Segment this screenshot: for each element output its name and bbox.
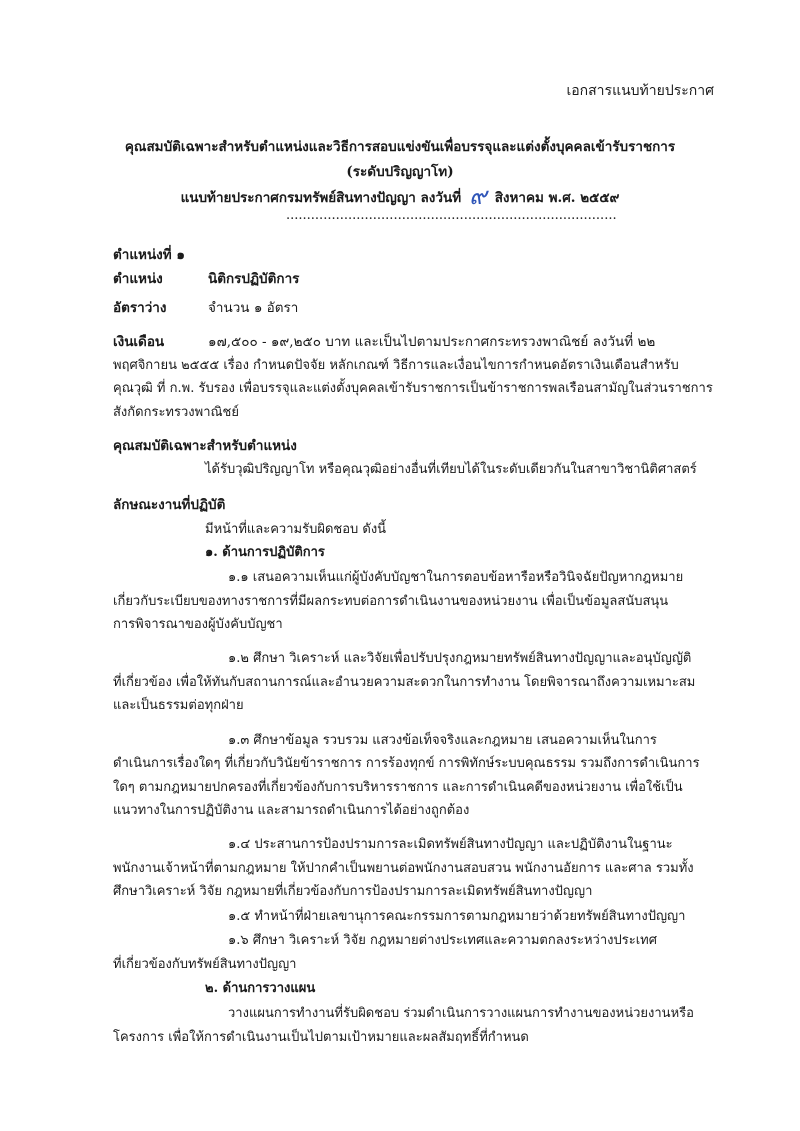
duties-heading: ลักษณะงานที่ปฏิบัติ <box>113 497 226 513</box>
position-title-label: ตำแหน่ง <box>113 271 163 287</box>
salary-line-2: พฤศจิกายน ๒๕๕๕ เรื่อง กำหนดปัจจัย หลักเกณฑ์ วิธีการและเงื่อนไขการกำหนดอัตราเงินเดือนสำหรับ <box>113 358 679 373</box>
document-subtitle: (ระดับปริญญาโท) <box>346 164 454 180</box>
item-1-5-line-1: ๑.๕ ทำหน้าที่ฝ่ายเลขานุการคณะกรรมการตามกฎหมายว่าด้วยทรัพย์สินทางปัญญา <box>228 909 686 924</box>
item-1-3-line-2: ดำเนินการเรื่องใดๆ ที่เกี่ยวกับวินัยข้าราชการ การร้องทุกข์ การพิทักษ์ระบบคุณธรรม รวมถึงการดำเนินการ <box>113 756 700 771</box>
item-1-3-line-3: ใดๆ ตามกฎหมายปกครองที่เกี่ยวข้องกับการบริหารราชการ และการดำเนินคดีของหน่วยงาน เพื่อใช้เป็น <box>113 780 683 795</box>
salary-line-3: คุณวุฒิ ที่ ก.พ. รับรอง เพื่อบรรจุและแต่งตั้งบุคคลเข้ารับราชการเป็นข้าราชการพลเรือนสามัญในส่วนราชการ <box>113 381 713 396</box>
section-2-title: ๒. ด้านการวางแผน <box>205 981 316 996</box>
announcement-date: สิงหาคม พ.ศ. ๒๕๕๙ <box>494 190 620 206</box>
dotted-separator: ................................................................................ <box>286 208 617 223</box>
vacancy-value: จำนวน ๑ อัตรา <box>208 300 299 316</box>
item-1-3-line-1: ๑.๓ ศึกษาข้อมูล รวบรวม แสวงข้อเท็จจริงและกฎหมาย เสนอความเห็นในการ <box>228 733 657 748</box>
item-1-2-line-1: ๑.๒ ศึกษา วิเคราะห์ และวิจัยเพื่อปรับปรุงกฎหมายทรัพย์สินทางปัญญาและอนุบัญญัติ <box>228 651 692 666</box>
item-1-4-line-2: พนักงานเจ้าหน้าที่ตามกฎหมาย ให้ปากคำเป็นพยานต่อพนักงานสอบสวน พนักงานอัยการ และศาล รวมทั้ง <box>113 861 694 876</box>
salary-line-4: สังกัดกระทรวงพาณิชย์ <box>113 405 240 420</box>
qualification-heading: คุณสมบัติเฉพาะสำหรับตำแหน่ง <box>113 438 297 454</box>
item-1-2-line-2: ที่เกี่ยวข้อง เพื่อให้ทันกับสถานการณ์และอำนวยความสะดวกในการทำงาน โดยพิจารณาถึงความเหมาะสม <box>113 675 696 690</box>
item-1-2-line-3: และเป็นธรรมต่อทุกฝ่าย <box>113 698 244 713</box>
item-1-4-line-3: ศึกษาวิเคราะห์ วิจัย กฎหมายที่เกี่ยวข้องกับการป้องปรามการละเมิดทรัพย์สินทางปัญญา <box>113 884 593 899</box>
item-1-4-line-1: ๑.๔ ประสานการป้องปรามการละเมิดทรัพย์สินทางปัญญา และปฏิบัติงานในฐานะ <box>228 837 673 852</box>
item-2-line-1: วางแผนการทำงานที่รับผิดชอบ ร่วมดำเนินการวางแผนการทำงานของหน่วยงานหรือ <box>228 1006 694 1021</box>
document-title: คุณสมบัติเฉพาะสำหรับตำแหน่งและวิธีการสอบแข่งขันเพื่อบรรจุและแต่งตั้งบุคคลเข้ารับราชการ <box>124 139 676 155</box>
item-1-1-line-2: เกี่ยวกับระเบียบของทางราชการที่มีผลกระทบต่อการดำเนินงานของหน่วยงาน เพื่อเป็นข้อมูลสนับสนุน <box>113 594 669 609</box>
item-1-6-line-1: ๑.๖ ศึกษา วิเคราะห์ วิจัย กฎหมายต่างประเทศและความตกลงระหว่างประเทศ <box>228 933 657 948</box>
position-title-value: นิติกรปฏิบัติการ <box>208 271 300 287</box>
position-number: ตำแหน่งที่ ๑ <box>113 247 185 263</box>
announcement-reference-text: แนบท้ายประกาศกรมทรัพย์สินทางปัญญา ลงวันที่ <box>180 190 462 206</box>
vacancy-label: อัตราว่าง <box>113 300 167 316</box>
handwritten-day: ๙ <box>469 182 487 210</box>
announcement-reference <box>0 182 800 210</box>
item-1-3-line-4: แนวทางในการปฏิบัติงาน และสามารถดำเนินการได้อย่างถูกต้อง <box>113 803 470 818</box>
salary-line-1: ๑๗,๕๐๐ - ๑๙,๒๕๐ บาท และเป็นไปตามประกาศกระทรวงพาณิชย์ ลงวันที่ ๒๒ <box>208 334 656 350</box>
duties-intro: มีหน้าที่และความรับผิดชอบ ดังนี้ <box>205 522 387 537</box>
item-1-1-line-3: การพิจารณาของผู้บังคับบัญชา <box>113 617 283 632</box>
item-1-6-line-2: ที่เกี่ยวข้องกับทรัพย์สินทางปัญญา <box>113 957 297 972</box>
annex-label: เอกสารแนบท้ายประกาศ <box>566 83 714 99</box>
section-1-title: ๑. ด้านการปฏิบัติการ <box>205 545 325 560</box>
salary-label: เงินเดือน <box>113 334 165 350</box>
item-1-1-line-1: ๑.๑ เสนอความเห็นแก่ผู้บังคับบัญชาในการตอบข้อหารือหรือวินิจฉัยปัญหากฎหมาย <box>228 570 684 585</box>
qualification-text: ได้รับวุฒิปริญญาโท หรือคุณวุฒิอย่างอื่นที่เทียบได้ในระดับเดียวกันในสาขาวิชานิติศาสตร์ <box>205 462 697 477</box>
item-2-line-2: โครงการ เพื่อให้การดำเนินงานเป็นไปตามเป้าหมายและผลสัมฤทธิ์ที่กำหนด <box>113 1030 529 1045</box>
